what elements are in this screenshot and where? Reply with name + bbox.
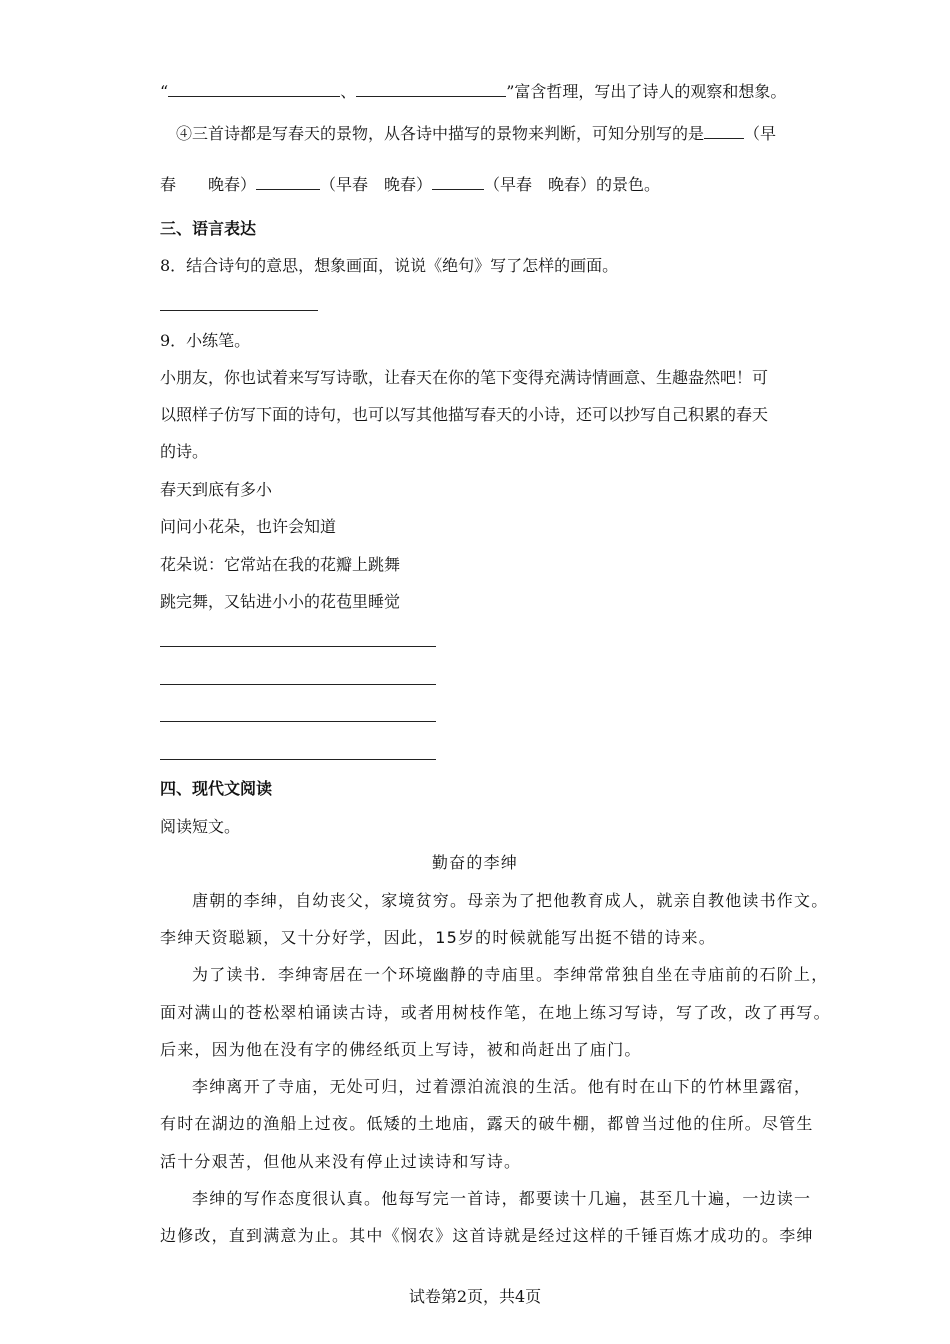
answer-blank[interactable] xyxy=(432,173,484,190)
passage-line: 为了读书．李绅寄居在一个环境幽静的寺庙里。李绅常常独自坐在寺庙前的石阶上， xyxy=(192,965,829,984)
q9-prompt: 9．小练笔。 xyxy=(160,331,251,350)
passage-line: 唐朝的李绅，自幼丧父，家境贫穷。母亲为了把他教育成人，就亲自教他读书作文。 xyxy=(192,891,829,910)
passage-title: 勤奋的李绅 xyxy=(431,853,518,872)
q9-answer-line[interactable] xyxy=(160,684,436,685)
q9-answer-line[interactable] xyxy=(160,646,436,647)
page-footer: 试卷第2页，共4页 xyxy=(408,1287,542,1306)
q7-line1: “ 、 ”富含哲理，写出了诗人的观察和想象。 xyxy=(160,82,787,101)
section4-heading: 四、现代文阅读 xyxy=(160,779,273,798)
passage-line: 李绅天资聪颖，又十分好学，因此，15岁的时候就能写出挺不错的诗来。 xyxy=(160,928,716,947)
q9-intro-line: 小朋友，你也试着来写写诗歌，让春天在你的笔下变得充满诗情画意、生趣盎然吧！可 xyxy=(160,368,769,387)
poem-line: 花朵说：它常站在我的花瓣上跳舞 xyxy=(160,555,401,574)
q9-answer-line[interactable] xyxy=(160,759,436,760)
poem-line: 问问小花朵，也许会知道 xyxy=(160,517,337,536)
answer-blank[interactable] xyxy=(168,80,340,97)
q8-prompt: 8．结合诗句的意思，想象画面，说说《绝句》写了怎样的画面。 xyxy=(160,256,619,275)
passage-line: 有时在湖边的渔船上过夜。低矮的土地庙，露天的破牛棚，都曾当过他的住所。尽管生 xyxy=(160,1114,814,1133)
passage-line: 后来，因为他在没有字的佛经纸页上写诗，被和尚赶出了庙门。 xyxy=(160,1040,642,1059)
passage-line: 面对满山的苍松翠柏诵读古诗，或者用树枝作笔，在地上练习写诗，写了改，改了再写。 xyxy=(160,1003,831,1022)
passage-line: 边修改，直到满意为止。其中《悯农》这首诗就是经过这样的千锤百炼才成功的。李绅 xyxy=(160,1226,814,1245)
q8-answer-line[interactable] xyxy=(160,310,318,311)
passage-line: 李绅的写作态度很认真。他每写完一首诗，都要读十几遍，甚至几十遍，一边读一 xyxy=(192,1189,812,1208)
q9-intro-line: 以照样子仿写下面的诗句，也可以写其他描写春天的小诗，还可以抄写自己积累的春天 xyxy=(160,405,769,424)
q7-item4-line2: 春 晚春） （早春 晚春） （早春 晚春）的景色。 xyxy=(160,175,661,194)
reading-instruction: 阅读短文。 xyxy=(160,817,241,836)
section3-heading: 三、语言表达 xyxy=(160,219,257,238)
passage-line: 活十分艰苦，但他从来没有停止过读诗和写诗。 xyxy=(160,1152,522,1171)
passage-line: 李绅离开了寺庙，无处可归，过着漂泊流浪的生活。他有时在山下的竹林里露宿， xyxy=(192,1077,812,1096)
q7-item4-line1: ④三首诗都是写春天的景物，从各诗中描写的景物来判断，可知分别写的是 （早 xyxy=(176,124,777,143)
poem-line: 春天到底有多小 xyxy=(160,480,273,499)
answer-blank[interactable] xyxy=(256,173,320,190)
poem-line: 跳完舞，又钻进小小的花苞里睡觉 xyxy=(160,592,401,611)
answer-blank[interactable] xyxy=(704,122,744,139)
q9-answer-line[interactable] xyxy=(160,721,436,722)
q9-intro-line: 的诗。 xyxy=(160,442,209,461)
answer-blank[interactable] xyxy=(356,80,506,97)
